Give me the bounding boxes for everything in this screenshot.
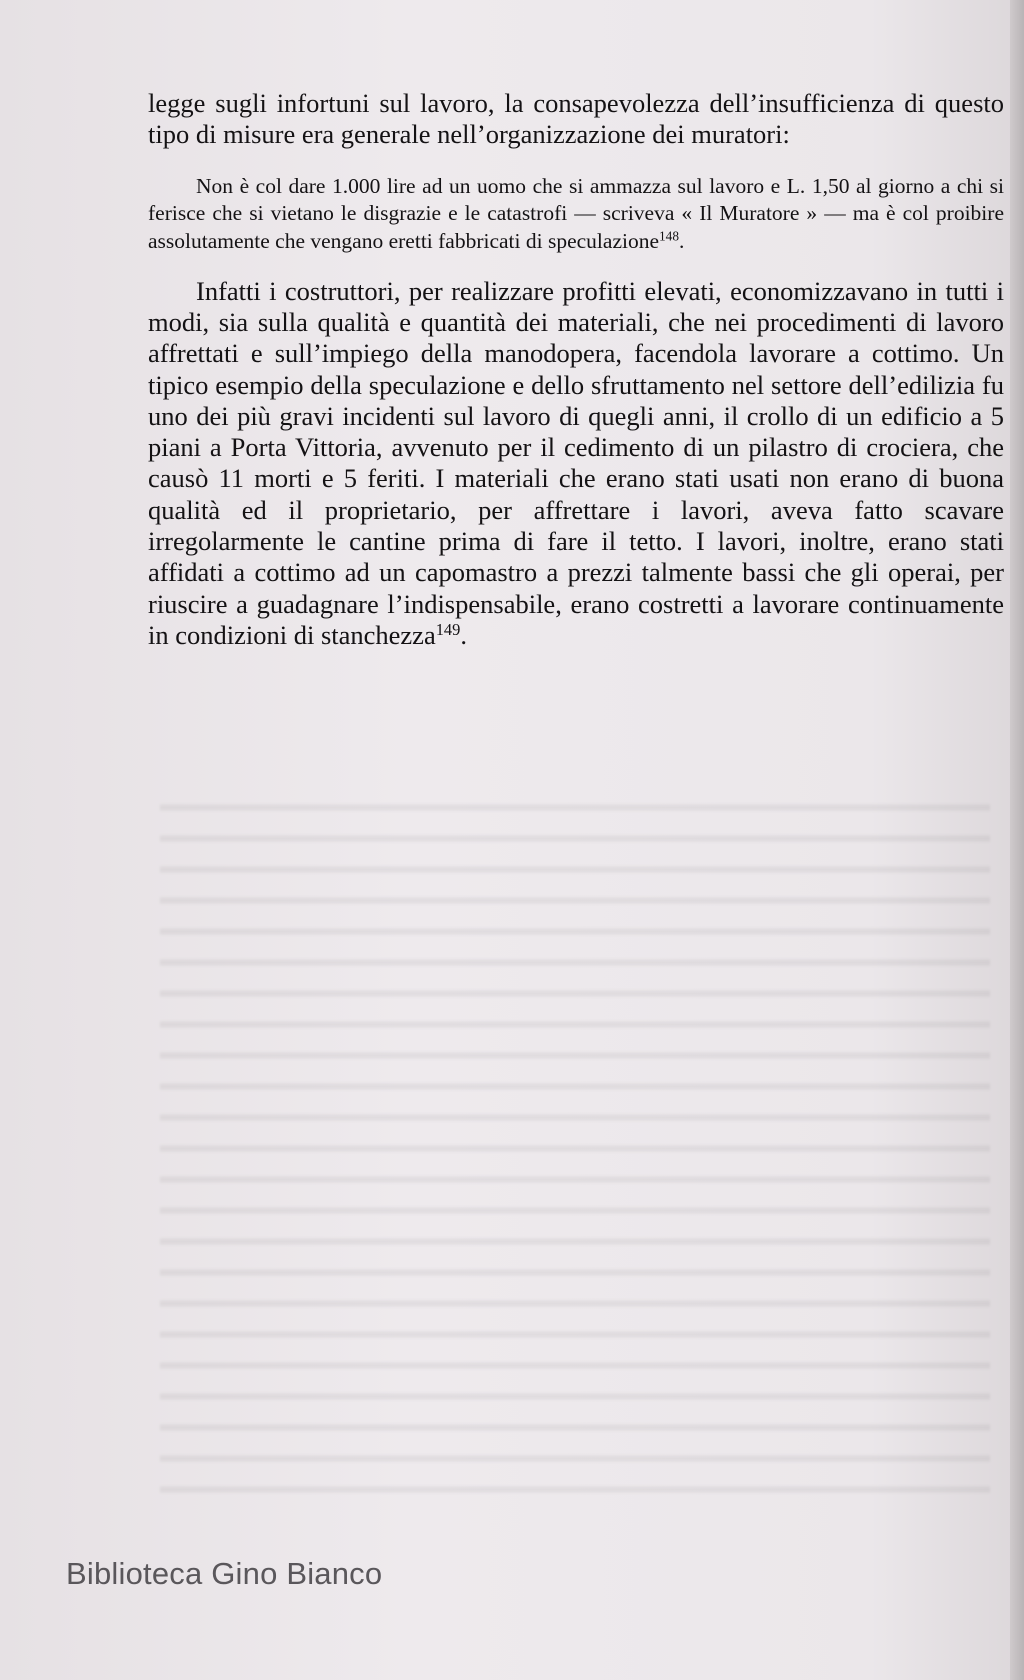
library-watermark: Biblioteca Gino Bianco — [66, 1556, 383, 1591]
bleed-through-text — [160, 790, 990, 1510]
quote-text: Non è col dare 1.000 lire ad un uomo che si ammazza sul lavoro e L. 1,50 al giorno a chi si ferisce che si vietano le disgrazie e le catastrofi — scriveva « Il Muratore » — ma è col proibire assolutamente che vengano eretti fabbricati di speculazione — [148, 173, 1004, 253]
paragraph-continuation: legge sugli infortuni sul lavoro, la consapevolezza dell’insufficienza di questo tipo di misure era generale nell’organizzazione dei muratori: — [148, 88, 1004, 150]
page-edge — [1010, 0, 1024, 1680]
block-quote: Non è col dare 1.000 lire ad un uomo che si ammazza sul lavoro e L. 1,50 al giorno a chi si ferisce che si vietano le disgrazie e le catastrofi — scriveva « Il Muratore » — ma è col proibire assolutamente che vengano eretti fabbricati di speculazione$^{148}$. — [148, 173, 1004, 253]
body-text — [148, 88, 1004, 651]
paragraph-main-text: Infatti i costruttori, per realizzare profitti elevati, economizzavano in tutti i modi, sia sulla qualità e quantità dei materiali, che nei procedimenti di lavoro affrettati e sull’impiego della manodopera, facendola lavorare a cottimo. Un tipico esempio della speculazione e dello sfruttamento nel settore dell’edilizia fu uno dei più gravi incidenti sul lavoro di quegli anni, il crollo di un edificio a 5 piani a Porta Vittoria, avvenuto per il cedimento di un pilastro di crociera, che causò 11 morti e 5 feriti. I materiali che erano stati usati non erano di buona qualità ed il proprietario, per affrettare i lavori, aveva fatto scavare irregolarmente le cantine prima di fare il tetto. I lavori, inoltre, erano stati affidati a cottimo ad un capomastro a prezzi talmente bassi che gli operai, per riuscire a guadagnare l’indispensabile, erano costretti a lavorare continuamente in condizioni di stanchezza — [148, 275, 1004, 650]
paragraph-main: Infatti i costruttori, per realizzare profitti elevati, economizzavano in tutti i modi, sia sulla qualità e quantità dei materiali, che nei procedimenti di lavoro affrettati e sull’impiego della manodopera, facendola lavorare a cottimo. Un tipico esempio della speculazione e dello sfruttamento nel settore dell’edilizia fu uno dei più gravi incidenti sul lavoro di quegli anni, il crollo di un edificio a 5 piani a Porta Vittoria, avvenuto per il cedimento di un pilastro di crociera, che causò 11 morti e 5 feriti. I materiali che erano stati usati non erano di buona qualità ed il proprietario, per affrettare i lavori, aveva fatto scavare irregolarmente le cantine prima di fare il tetto. I lavori, inoltre, erano stati affidati a cottimo ad un capomastro a prezzi talmente bassi che gli operai, per riuscire a guadagnare l’indispensabile, erano costretti a lavorare continuamente in condizioni di stanchezza$^{149}$. — [148, 275, 1004, 650]
footnote-ref-149: 149 — [435, 619, 461, 639]
footnote-ref-148: 148 — [659, 228, 680, 244]
